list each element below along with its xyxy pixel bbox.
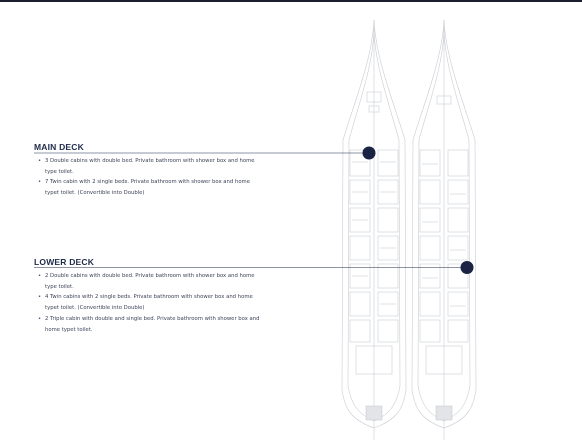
main-deck-feature: • 3 Double cabins with double bed. Private bathroom with shower box and home type toilet. bbox=[34, 156, 264, 177]
main-deck-marker bbox=[363, 147, 376, 160]
lower-deck-feature: • 2 Triple cabin with double and single bed. Private bathroom with shower box and home typet toilet. bbox=[34, 314, 264, 335]
lower-deck-title: LOWER DECK bbox=[34, 257, 95, 267]
lower-deck-feature: • 2 Double cabins with double bed. Private bathroom with shower box and home type toilet. bbox=[34, 271, 264, 292]
main-deck-features bbox=[34, 156, 264, 199]
lower-deck-features bbox=[34, 271, 264, 335]
top-bar bbox=[0, 0, 582, 2]
main-deck-feature: • 7 Twin cabin with 2 single beds. Private bathroom with shower box and home typet toilet. (Convertible into Double) bbox=[34, 177, 264, 198]
lower-deck-section bbox=[34, 257, 264, 335]
lower-deck-feature: • 4 Twin cabins with 2 single beds. Private bathroom with shower box and home typet toilet. (Convertible into Double) bbox=[34, 292, 264, 313]
main-deck-title: MAIN DECK bbox=[34, 142, 84, 152]
yacht-plan-left bbox=[342, 20, 406, 440]
main-deck-section bbox=[34, 142, 264, 199]
yacht-plan-right bbox=[412, 20, 476, 440]
lower-deck-marker bbox=[461, 261, 474, 274]
